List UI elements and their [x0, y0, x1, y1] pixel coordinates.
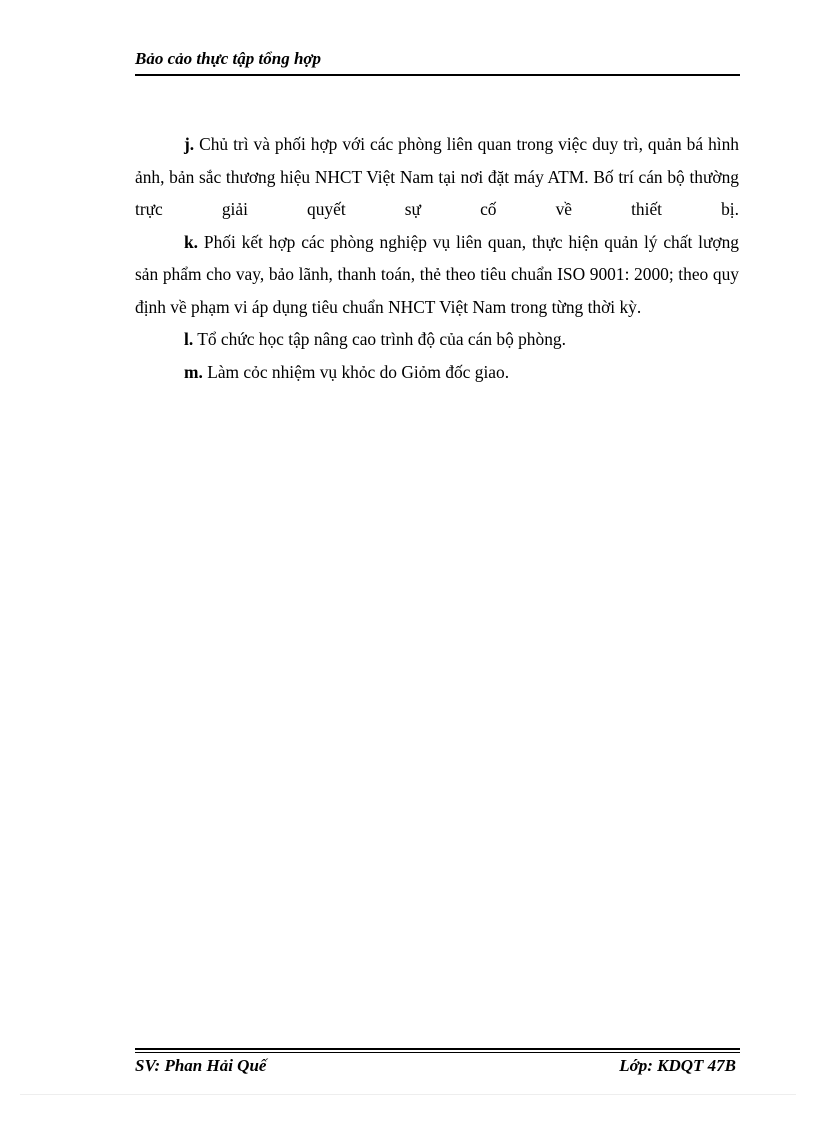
paragraph-text: Tổ chức học tập nâng cao trình độ của cán bộ phòng. [193, 329, 566, 349]
page-bottom-divider [20, 1094, 796, 1095]
footer-rule-thin [135, 1052, 740, 1053]
paragraph-text: Chủ trì và phối hợp với các phòng liên quan trong việc duy trì, quản bá hình ảnh, bản sắc thương hiệu NHCT Việt Nam tại nơi đặt máy ATM. Bố trí cán bộ thường trực giải quyết sự cố về thiết bị. [135, 134, 739, 219]
paragraph-text: Phối kết hợp các phòng nghiệp vụ liên quan, thực hiện quản lý chất lượng sản phẩm cho vay, bảo lãnh, thanh toán, thẻ theo tiêu chuẩn ISO 9001: 2000; theo quy định về phạm vi áp dụng tiêu chuẩn NHCT Việt Nam trong từng thời kỳ. [135, 231, 739, 317]
paragraph-marker: k. [184, 231, 199, 252]
page-header [135, 48, 740, 76]
footer-rule-thick [135, 1048, 740, 1050]
paragraph-j [135, 128, 739, 226]
paragraph-marker: j. [184, 134, 195, 154]
footer-class: Lớp: KDQT 47B [619, 1056, 736, 1075]
page-footer [135, 1048, 740, 1080]
document-body [135, 128, 739, 388]
paragraph-marker: m. [184, 361, 203, 382]
paragraph-k [135, 226, 739, 324]
paragraph-text: Làm cỏc nhiệm vụ khỏc do Giỏm đốc giao. [202, 361, 510, 382]
footer-student-name: SV: Phan Hải Quế [135, 1056, 267, 1075]
header-title: Bảo cảo thực tập tổng hợp [135, 49, 322, 68]
paragraph-l [135, 323, 739, 356]
paragraph-marker: l. [184, 329, 194, 349]
paragraph-m [135, 356, 739, 389]
